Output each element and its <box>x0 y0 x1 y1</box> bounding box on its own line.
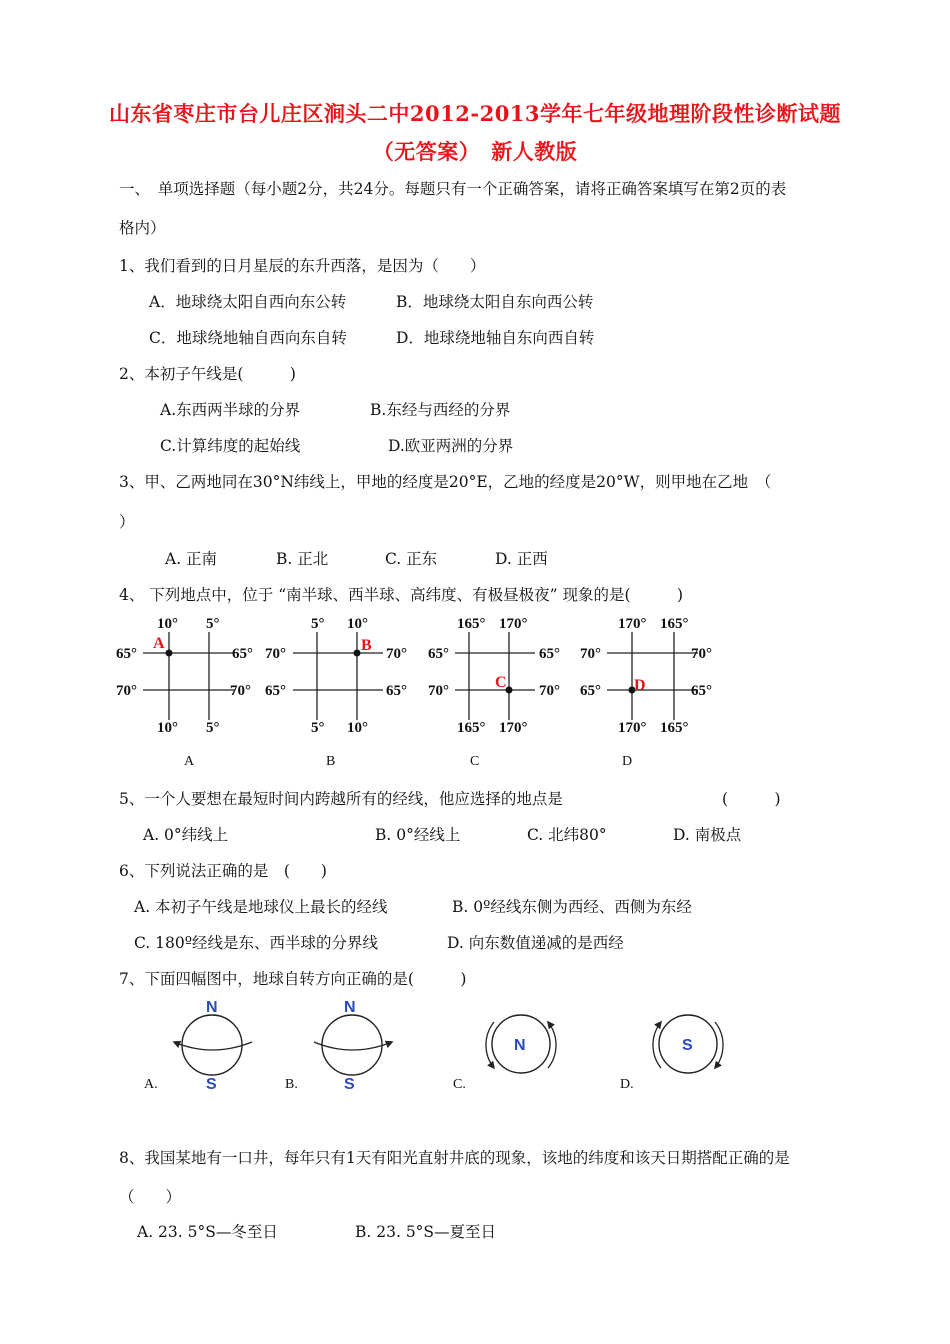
grid-diagram-b <box>265 616 407 769</box>
q3-stem: 3、甲、乙两地同在30°N纬线上，甲地的经度是20°E，乙地的经度是20°W，则甲地在乙地 （ <box>119 473 772 491</box>
rotation-diagram-a <box>144 999 252 1093</box>
page-title: 山东省枣庄市台儿庄区涧头二中2012-2013学年七年级地理阶段性诊断试题 <box>108 101 842 126</box>
diag-a-bottom-left: 10° <box>157 720 178 736</box>
q8-option-a: A. 23. 5°S—冬至日 <box>137 1223 278 1241</box>
rotation-diagram-b <box>285 999 392 1093</box>
diag-b-top-left: 5° <box>311 616 325 632</box>
diag-b-row1-left: 70° <box>265 646 286 662</box>
diag-d-row2-left: 65° <box>580 683 601 699</box>
rotation-diagram-c <box>453 1015 556 1092</box>
grid-diagram-a <box>116 616 253 769</box>
point-label-b: B <box>361 637 372 654</box>
q8-option-b: B. 23. 5°S—夏至日 <box>355 1223 497 1241</box>
point-label-a: A <box>153 635 165 652</box>
diag-d-top-left: 170° <box>618 616 647 632</box>
q4-stem: 4、 下列地点中，位于 “南半球、西半球、高纬度、有极昼极夜” 现象的是( ) <box>119 586 684 604</box>
q8-stem-cont: （ ） <box>119 1188 182 1206</box>
q3-option-a: A. 正南 <box>165 550 218 568</box>
q1-stem: 1、我们看到的日月星辰的东升西落，是因为（ ） <box>119 257 486 275</box>
q5-paren: ( ) <box>722 790 781 808</box>
q5-option-d: D. 南极点 <box>673 826 742 844</box>
diag-c-row1-left: 65° <box>428 646 449 662</box>
diag-c-bottom-right: 170° <box>499 720 528 736</box>
q1-option-d: D．地球绕地轴自东向西自转 <box>396 329 595 347</box>
diag-d-row2-right: 65° <box>691 683 712 699</box>
diagram-label-a: A. <box>144 1077 158 1092</box>
diag-a-top-left: 10° <box>157 616 178 632</box>
page-subtitle: （无答案） 新人教版 <box>372 139 578 164</box>
south-pole-label-b: S <box>344 1076 355 1093</box>
diag-b-row2-left: 65° <box>265 683 286 699</box>
diag-b-top-right: 10° <box>347 616 368 632</box>
q8-stem: 8、我国某地有一口井，每年只有1天有阳光直射井底的现象，该地的纬度和该天日期搭配正确的是 <box>119 1149 790 1167</box>
south-pole-label-d: S <box>682 1037 693 1054</box>
diag-a-caption: A <box>184 754 195 769</box>
diag-a-bottom-right: 5° <box>206 720 220 736</box>
diag-d-caption: D <box>622 754 633 769</box>
q5-option-b: B. 0°经线上 <box>375 826 461 844</box>
q3-stem-cont: ） <box>119 513 135 531</box>
diagram-label-c: C. <box>453 1077 466 1092</box>
diag-b-row1-right: 70° <box>386 646 407 662</box>
north-pole-label-b: N <box>344 999 356 1016</box>
q6-option-a: A. 本初子午线是地球仪上最长的经线 <box>134 898 388 916</box>
q7-rotation-diagrams <box>130 990 750 1100</box>
point-label-c: C <box>495 674 507 691</box>
grid-diagram-c <box>428 616 560 769</box>
diag-c-top-left: 165° <box>457 616 486 632</box>
diag-b-bottom-right: 10° <box>347 720 368 736</box>
q2-option-c: C.计算纬度的起始线 <box>160 437 301 455</box>
q5-stem: 5、一个人要想在最短时间内跨越所有的经线，他应选择的地点是 <box>119 790 563 808</box>
diag-a-row1-right: 65° <box>232 646 253 662</box>
diag-c-row1-right: 65° <box>539 646 560 662</box>
north-pole-label-c: N <box>514 1037 526 1054</box>
diag-b-caption: B <box>326 754 336 769</box>
south-pole-label-a: S <box>206 1076 217 1093</box>
diag-c-top-right: 170° <box>499 616 528 632</box>
q1-option-c: C．地球绕地轴自西向东自转 <box>149 329 347 347</box>
diagram-label-b: B. <box>285 1077 298 1092</box>
q6-option-b: B. 0º经线东侧为西经、西侧为东经 <box>452 898 692 916</box>
diag-a-row2-left: 70° <box>116 683 137 699</box>
diag-a-top-right: 5° <box>206 616 220 632</box>
q6-option-d: D. 向东数值递减的是西经 <box>447 934 624 952</box>
diag-c-row2-right: 70° <box>539 683 560 699</box>
q3-option-c: C. 正东 <box>385 550 438 568</box>
q7-stem: 7、下面四幅图中，地球自转方向正确的是( ) <box>119 970 467 988</box>
diag-c-bottom-left: 165° <box>457 720 486 736</box>
diag-d-top-right: 165° <box>660 616 689 632</box>
diag-c-caption: C <box>470 754 480 769</box>
diagram-label-d: D. <box>620 1077 634 1092</box>
diag-d-row1-right: 70° <box>691 646 712 662</box>
diag-a-row2-right: 70° <box>230 683 251 699</box>
q6-stem: 6、下列说法正确的是 ( ) <box>119 862 327 880</box>
q1-option-a: A．地球绕太阳自西向东公转 <box>149 293 347 311</box>
q2-option-b: B.东经与西经的分界 <box>370 401 511 419</box>
grid-diagram-d <box>580 616 712 769</box>
q1-option-b: B．地球绕太阳自东向西公转 <box>396 293 594 311</box>
rotation-diagram-d <box>620 1015 723 1092</box>
diag-b-bottom-left: 5° <box>311 720 325 736</box>
q6-option-c: C. 180º经线是东、西半球的分界线 <box>134 934 379 952</box>
q2-stem: 2、本初子午线是( ) <box>119 365 296 383</box>
q2-option-d: D.欧亚两洲的分界 <box>388 437 514 455</box>
section-heading-cont: 格内） <box>119 219 166 237</box>
q3-option-d: D. 正西 <box>495 550 548 568</box>
q2-option-a: A.东西两半球的分界 <box>160 401 301 419</box>
q5-option-a: A. 0°纬线上 <box>143 826 229 844</box>
diag-d-bottom-right: 165° <box>660 720 689 736</box>
section-heading: 一、 单项选择题（每小题2分，共24分。每题只有一个正确答案，请将正确答案填写在第2页的表 <box>119 180 787 198</box>
q4-grid-diagrams <box>110 610 730 770</box>
q3-option-b: B. 正北 <box>276 550 329 568</box>
diag-a-row1-left: 65° <box>116 646 137 662</box>
diag-c-row2-left: 70° <box>428 683 449 699</box>
diag-b-row2-right: 65° <box>386 683 407 699</box>
point-label-d: D <box>634 677 646 694</box>
diag-d-bottom-left: 170° <box>618 720 647 736</box>
north-pole-label-a: N <box>206 999 218 1016</box>
q5-option-c: C. 北纬80° <box>527 826 607 844</box>
diag-d-row1-left: 70° <box>580 646 601 662</box>
